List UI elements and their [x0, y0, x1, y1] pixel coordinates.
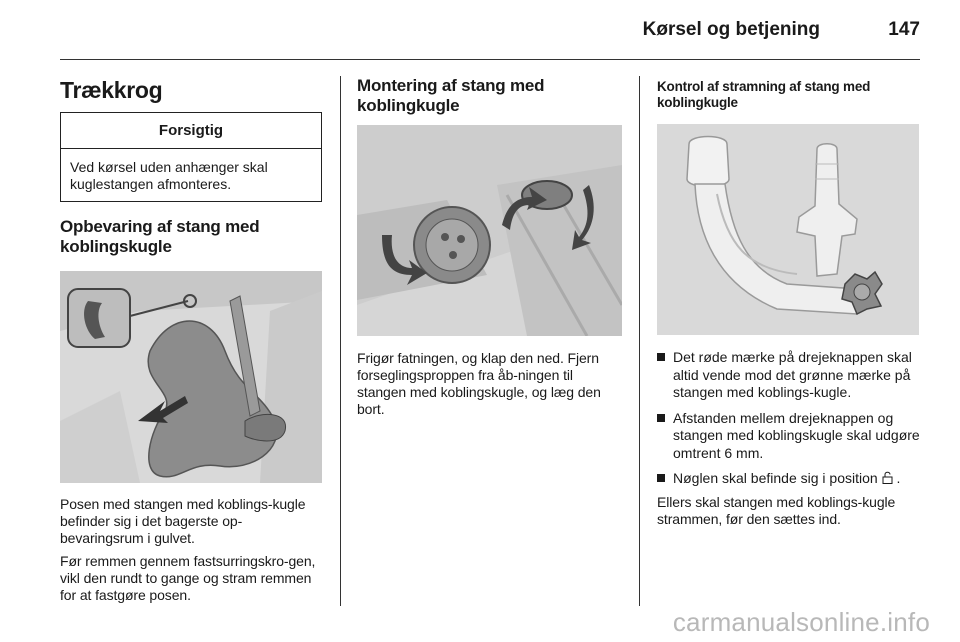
square-bullet-icon [657, 474, 665, 482]
square-bullet-icon [657, 414, 665, 422]
column-divider-2 [639, 76, 640, 606]
storage-paragraph-1: Posen med stangen med koblings-kugle befinder sig i det bagerste op-bevaringsrum i gulvet. [60, 496, 306, 546]
running-header-title: Kørsel og betjening [642, 19, 820, 40]
column-3 [657, 76, 921, 528]
caution-text: Ved kørsel uden anhænger skal kuglestangen afmonteres. [70, 159, 268, 192]
header-rule [60, 59, 920, 60]
figure-storage-bag [60, 271, 322, 483]
tension-bullet-list [657, 349, 921, 488]
mounting-subheading: Montering af stang med koblingkugle [357, 76, 545, 115]
square-bullet-icon [657, 353, 665, 361]
watermark: carmanualsonline.info [672, 607, 930, 637]
page-number: 147 [888, 19, 920, 40]
list-item: Afstanden mellem drejeknappen og stangen med koblingskugle skal udgøre omtrent 6 mm. [657, 410, 921, 463]
storage-subheading: Opbevaring af stang med koblingskugle [60, 217, 260, 256]
figure-tow-ball [657, 124, 919, 335]
open-lock-icon [882, 470, 897, 486]
figure-socket [357, 125, 622, 336]
list-item: Det røde mærke på drejeknappen skal altid vende mod det grønne mærke på stangen med koblings-kugle. [657, 349, 921, 402]
list-item: Nøglen skal befinde sig i position . [657, 470, 921, 488]
column-1 [60, 76, 322, 604]
column-2 [357, 76, 623, 418]
caution-box [60, 112, 322, 202]
storage-paragraph-2: Før remmen gennem fastsurringskro-gen, vikl den rundt to gange og stram remmen for at fastgøre posen. [60, 553, 316, 603]
tension-subheading: Kontrol af stramning af stang med koblingkugle [657, 79, 871, 110]
tension-paragraph: Ellers skal stangen med koblings-kugle strammen, før den sættes ind. [657, 493, 896, 527]
column-divider-1 [340, 76, 341, 606]
caution-heading: Forsigtig [61, 113, 321, 149]
mounting-paragraph: Frigør fatningen, og klap den ned. Fjern forseglingsproppen fra åb-ningen til stangen med koblingskugle, og læg den bort. [357, 350, 601, 417]
section-title: Trækkrog [60, 77, 163, 103]
